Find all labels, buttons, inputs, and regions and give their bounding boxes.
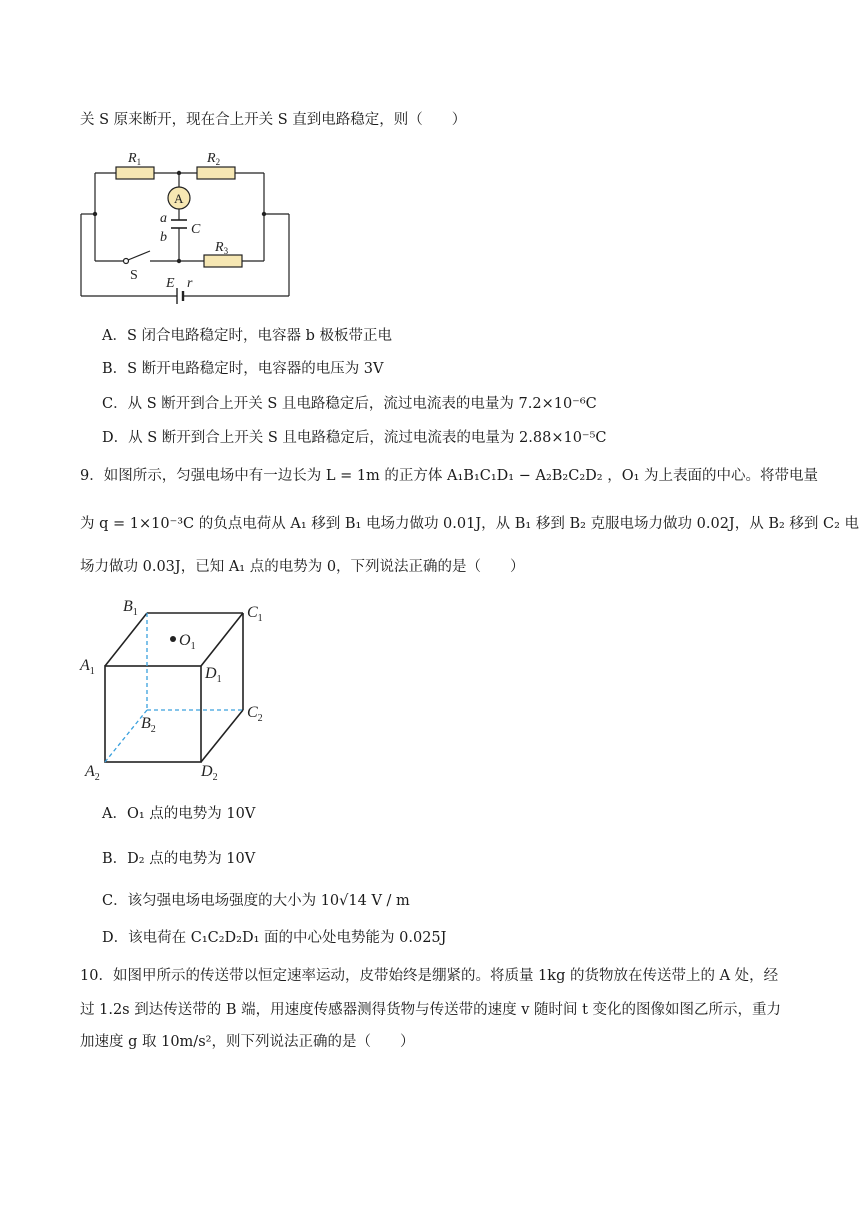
label-c2: $C_2$ — [247, 704, 263, 724]
label-ammeter: A — [174, 191, 184, 206]
q8-option-a: A．S 闭合电路稳定时，电容器 b 极板带正电 — [102, 328, 393, 344]
label-c1: $C_1$ — [247, 604, 263, 624]
label-a: a — [160, 211, 167, 226]
q8-option-c: C．从 S 断开到合上开关 S 且电路稳定后，流过电流表的电量为 7.2×10⁻⁶C — [102, 396, 597, 412]
label-r3: $R_3$ — [215, 240, 229, 256]
q9-stem-line1: 9．如图所示，匀强电场中有一边长为 L = 1m 的正方体 A₁B₁C₁D₁ − A₂B₂C₂D₂ ，O₁ 为上表面的中心。将带电量 — [80, 468, 819, 484]
q10-stem-line2: 过 1.2s 到达传送带的 B 端，用速度传感器测得货物与传送带的速度 v 随时间 t 变化的图像如图乙所示，重力 — [80, 1002, 782, 1018]
label-r2: $R_2$ — [207, 151, 221, 167]
q9-option-d: D．该电荷在 C₁C₂D₂D₁ 面的中心处电势能为 0.025J — [102, 930, 447, 946]
label-b2: $B_2$ — [141, 715, 156, 735]
q9-stem-line3: 场力做功 0.03J，已知 A₁ 点的电势为 0，下列说法正确的是（ ） — [80, 559, 525, 575]
label-d2: $D_2$ — [201, 763, 218, 783]
resistor-r1 — [116, 167, 154, 179]
resistor-r3 — [204, 255, 242, 267]
label-c: C — [191, 222, 201, 237]
label-a2: $A_2$ — [85, 763, 100, 783]
q8-option-b: B．S 断开电路稳定时，电容器的电压为 3V — [102, 361, 384, 377]
label-a1: $A_1$ — [80, 657, 95, 677]
label-e: E — [166, 276, 175, 291]
q10-stem-line1: 10．如图甲所示的传送带以恒定速率运动，皮带始终是绷紧的。将质量 1kg 的货物放在传送带上的 A 处，经 — [80, 968, 779, 984]
label-r: r — [187, 276, 193, 291]
q8-stem-tail: 关 S 原来断开，现在合上开关 S 直到电路稳定，则（ ） — [80, 112, 467, 128]
label-o1: $O_1$ — [179, 632, 196, 652]
resistor-r2 — [197, 167, 235, 179]
q9-option-a: A．O₁ 点的电势为 10V — [102, 806, 256, 822]
circuit-diagram — [70, 145, 300, 305]
q10-stem-line3: 加速度 g 取 10m/s²，则下列说法正确的是（ ） — [80, 1034, 415, 1050]
label-b1: $B_1$ — [123, 598, 138, 618]
label-s: S — [130, 268, 138, 283]
q9-option-b: B．D₂ 点的电势为 10V — [102, 851, 256, 867]
label-r1: $R_1$ — [128, 151, 142, 167]
cube-diagram — [75, 595, 275, 785]
label-b: b — [160, 230, 167, 245]
q9-stem-line2: 为 q = 1×10⁻³C 的负点电荷从 A₁ 移到 B₁ 电场力做功 0.01J，从 B₁ 移到 B₂ 克服电场力做功 0.02J，从 B₂ 移到 C₂ 电 — [80, 516, 860, 532]
label-d1: $D_1$ — [205, 665, 222, 685]
q8-option-d: D．从 S 断开到合上开关 S 且电路稳定后，流过电流表的电量为 2.88×10⁻⁵C — [102, 430, 607, 446]
q9-option-c: C．该匀强电场电场强度的大小为 10√14 V / m — [102, 893, 410, 909]
